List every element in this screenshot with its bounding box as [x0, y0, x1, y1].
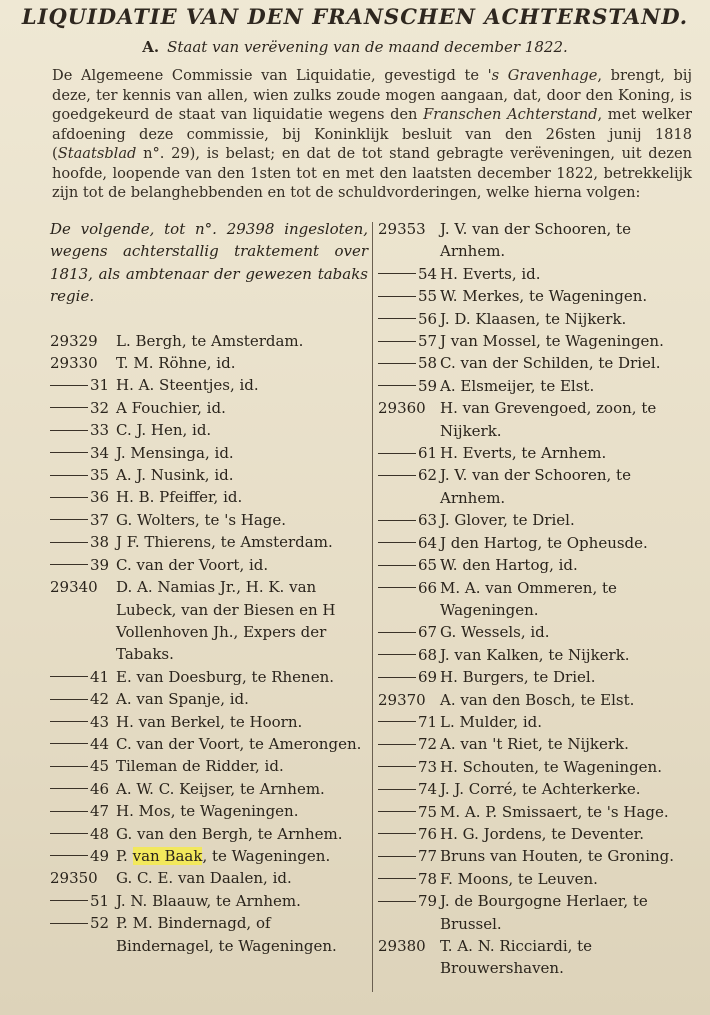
- entry-number-text: 29360: [378, 399, 426, 418]
- entry-number-text: 57: [418, 332, 438, 351]
- ditto-dash: [378, 318, 416, 319]
- entry-number-text: 44: [90, 734, 110, 753]
- entry-number: [378, 711, 440, 733]
- list-item: [50, 890, 368, 912]
- entry-name: J den Hartog, te Opheusde.: [440, 533, 648, 552]
- ditto-dash: [378, 273, 416, 274]
- ditto-dash: [50, 811, 88, 812]
- entry-number-text: 67: [418, 623, 438, 642]
- ditto-dash: [378, 363, 416, 364]
- ditto-dash: [50, 743, 88, 744]
- intro-segment: , brengt, bij deze, ter kennis van allen, wien zulks zoude mogen aangaan, dat, door den Koning, is goedgekeurd de staat van liquidatie wegens den: [52, 67, 692, 123]
- entry-name: H. Burgers, te Driel.: [440, 668, 596, 687]
- entry-number-text: 54: [418, 264, 438, 283]
- entry-number-text: 77: [418, 847, 438, 866]
- entry-name: A. van Spanje, id.: [116, 690, 249, 709]
- ditto-dash: [378, 565, 416, 566]
- entry-name: W. den Hartog, id.: [440, 556, 578, 575]
- entry-name: J. J. Corré, te Achterkerke.: [440, 780, 641, 799]
- entry-name: A Fouchier, id.: [116, 398, 226, 417]
- entry-number-text: 29380: [378, 937, 426, 955]
- entry-number-text: 49: [90, 846, 110, 865]
- entry-number-text: 55: [418, 287, 438, 306]
- ditto-dash: [378, 833, 416, 834]
- entry-number: [50, 755, 116, 777]
- intro-segment: Staatsblad: [57, 145, 137, 162]
- entry-number: [378, 352, 440, 374]
- list-item: [50, 778, 368, 800]
- entry-number: [50, 666, 116, 688]
- list-item: [378, 554, 690, 576]
- entry-name: C. van der Voort, id.: [116, 555, 269, 574]
- list-item: [50, 845, 368, 867]
- ditto-dash: [378, 677, 416, 678]
- entry-name: Tileman de Ridder, id.: [116, 757, 284, 776]
- column-divider: [372, 222, 373, 992]
- entry-number: [50, 352, 116, 374]
- entry-number: [378, 666, 440, 688]
- entry-number: [378, 689, 440, 711]
- entry-name: J. N. Blaauw, te Arnhem.: [116, 891, 301, 910]
- entry-number-text: 29370: [378, 690, 426, 709]
- entry-number-text: 29353: [378, 220, 426, 238]
- list-item: [378, 935, 690, 980]
- list-item: [378, 778, 690, 800]
- entry-number: [378, 756, 440, 778]
- list-item: [378, 397, 690, 442]
- highlighted-name: van Baak: [132, 846, 203, 865]
- list-item: [50, 352, 368, 374]
- list-item: [50, 800, 368, 822]
- list-item: [378, 666, 690, 688]
- entry-number-text: 31: [90, 376, 110, 395]
- ditto-dash: [50, 385, 88, 386]
- entry-name: J. V. van der Schooren, te Arnhem.: [440, 466, 631, 507]
- subtitle-text: Staat van verëvening van de maand december 1822.: [167, 38, 568, 56]
- list-item: [50, 531, 368, 553]
- entry-number: [50, 330, 116, 352]
- entry-number: [378, 554, 440, 576]
- ditto-dash: [378, 632, 416, 633]
- entry-name: D. A. Namias Jr., H. K. van Lubeck, van der Biesen en H Vollenhoven Jh., Expers der Tabaks.: [116, 578, 336, 664]
- list-item: [378, 823, 690, 845]
- entry-name: J. van Kalken, te Nijkerk.: [440, 645, 630, 664]
- entry-name: H. Everts, id.: [440, 264, 541, 283]
- entry-number-text: 68: [418, 645, 438, 664]
- entry-number-text: 56: [418, 309, 438, 328]
- entry-name: M. A. P. Smissaert, te 's Hage.: [440, 802, 669, 821]
- entry-number-text: 41: [90, 667, 110, 686]
- entry-number: [378, 464, 440, 486]
- entry-name: T. M. Röhne, id.: [116, 354, 236, 373]
- entry-name: H. B. Pfeiffer, id.: [116, 488, 243, 507]
- entry-name: P. M. Bindernagd, of Bindernagel, te Wageningen.: [116, 914, 337, 955]
- entry-number: [50, 688, 116, 710]
- list-item: [378, 801, 690, 823]
- entry-number-text: 65: [418, 556, 438, 575]
- list-item: [50, 442, 368, 464]
- ditto-dash: [50, 452, 88, 453]
- entry-name: W. Merkes, te Wageningen.: [440, 287, 648, 306]
- entry-name-part: P.: [116, 846, 133, 865]
- list-item: [378, 532, 690, 554]
- list-item: [50, 330, 368, 352]
- list-item: [378, 263, 690, 285]
- entry-name: A. W. C. Keijser, te Arnhem.: [116, 779, 325, 798]
- entry-name: G. C. E. van Daalen, id.: [116, 869, 292, 888]
- ditto-dash: [378, 453, 416, 454]
- entry-number: [378, 845, 440, 867]
- list-item: [50, 397, 368, 419]
- entry-number: [50, 374, 116, 396]
- entry-number: [378, 644, 440, 666]
- ditto-dash: [50, 564, 88, 565]
- entry-number: [50, 442, 116, 464]
- entry-name: Bruns van Houten, te Groning.: [440, 847, 675, 866]
- entry-number: [378, 218, 440, 240]
- entry-name: J F. Thierens, te Amsterdam.: [116, 533, 333, 552]
- list-item: [50, 666, 368, 688]
- entry-number: [378, 375, 440, 397]
- subtitle-lead: A.: [142, 38, 160, 56]
- entry-name: F. Moons, te Leuven.: [440, 869, 598, 888]
- entry-name: T. A. N. Ricciardi, te Brouwershaven.: [440, 937, 593, 978]
- ditto-dash: [50, 497, 88, 498]
- entry-number: [50, 576, 116, 598]
- list-item: [378, 689, 690, 711]
- ditto-dash: [378, 542, 416, 543]
- ditto-dash: [50, 766, 88, 767]
- entry-name-part: , te Wageningen.: [202, 846, 331, 865]
- entry-number-text: 29350: [50, 869, 98, 888]
- entry-number: [378, 823, 440, 845]
- entry-name: H. Schouten, te Wageningen.: [440, 757, 662, 776]
- ditto-dash: [50, 519, 88, 520]
- list-item: [50, 554, 368, 576]
- entry-number: [378, 801, 440, 823]
- entry-number-text: 66: [418, 578, 438, 597]
- entry-number-text: 75: [418, 802, 438, 821]
- ditto-dash: [378, 587, 416, 588]
- entry-number: [378, 890, 440, 912]
- list-item: [378, 756, 690, 778]
- entry-number: [378, 509, 440, 531]
- entry-number-text: 36: [90, 488, 110, 507]
- left-column: [50, 218, 368, 957]
- entry-number: [50, 464, 116, 486]
- ditto-dash: [378, 385, 416, 386]
- list-item: [378, 845, 690, 867]
- ditto-dash: [50, 676, 88, 677]
- list-item: [378, 711, 690, 733]
- entry-number: [378, 442, 440, 464]
- ditto-dash: [378, 766, 416, 767]
- entry-name: J. D. Klaasen, te Nijkerk.: [440, 309, 627, 328]
- ditto-dash: [50, 855, 88, 856]
- list-item: [378, 285, 690, 307]
- entry-number-text: 64: [418, 533, 438, 552]
- entry-number: [50, 733, 116, 755]
- intro-segment: De Algemeene Commissie van Liquidatie, gevestigd te: [52, 67, 488, 84]
- entry-number-text: 39: [90, 555, 110, 574]
- ditto-dash: [50, 699, 88, 700]
- list-item: [50, 711, 368, 733]
- entry-number: [378, 733, 440, 755]
- ditto-dash: [50, 721, 88, 722]
- list-item: [50, 755, 368, 777]
- ditto-dash: [378, 341, 416, 342]
- list-item: [378, 464, 690, 509]
- entry-number: [378, 330, 440, 352]
- list-item: [50, 733, 368, 755]
- entry-name: A. J. Nusink, id.: [116, 466, 234, 485]
- list-item: [378, 621, 690, 643]
- entry-number: [50, 711, 116, 733]
- intro-segment: , met welker afdoening deze commissie, bij Koninklijk besluit van den 26sten junij 1818 (: [52, 106, 693, 162]
- entry-number-text: 62: [418, 466, 438, 485]
- entry-number-text: 47: [90, 802, 110, 821]
- entry-number-text: 71: [418, 712, 438, 731]
- left-entry-list: [50, 330, 368, 957]
- entry-number: [378, 397, 440, 419]
- list-item: [378, 890, 690, 935]
- entry-number-text: 29330: [50, 354, 98, 373]
- entry-number: [378, 621, 440, 643]
- list-item: [378, 218, 690, 263]
- ditto-dash: [50, 407, 88, 408]
- page-subtitle: [0, 38, 710, 56]
- entry-name: L. Mulder, id.: [440, 712, 543, 731]
- list-item: [50, 464, 368, 486]
- entry-name: A. van den Bosch, te Elst.: [440, 690, 635, 709]
- entry-name: [116, 845, 368, 867]
- list-item: [378, 442, 690, 464]
- right-entry-list: [378, 218, 690, 980]
- entry-name: H. G. Jordens, te Deventer.: [440, 824, 644, 843]
- entry-number: [378, 778, 440, 800]
- entry-name: J. V. van der Schooren, te Arnhem.: [440, 220, 631, 261]
- entry-number: [50, 890, 116, 912]
- entry-number: [378, 263, 440, 285]
- list-item: [50, 823, 368, 845]
- entry-number-text: 34: [90, 443, 110, 462]
- ditto-dash: [378, 296, 416, 297]
- entry-number: [378, 868, 440, 890]
- entry-number: [50, 800, 116, 822]
- entry-number-text: 46: [90, 779, 110, 798]
- entry-number: [50, 867, 116, 889]
- list-item: [50, 509, 368, 531]
- ditto-dash: [50, 833, 88, 834]
- entry-number: [50, 554, 116, 576]
- entry-number-text: 32: [90, 398, 110, 417]
- entry-number: [50, 531, 116, 553]
- list-item: [378, 733, 690, 755]
- entry-number-text: 58: [418, 354, 438, 373]
- entry-name: A. van 't Riet, te Nijkerk.: [440, 735, 629, 754]
- entry-number-text: 63: [418, 511, 438, 530]
- list-item: [378, 509, 690, 531]
- entry-number-text: 73: [418, 757, 438, 776]
- ditto-dash: [378, 901, 416, 902]
- right-column: [378, 218, 690, 980]
- entry-number-text: 78: [418, 869, 438, 888]
- list-item: [50, 688, 368, 710]
- ditto-dash: [378, 744, 416, 745]
- entry-name: H. Everts, te Arnhem.: [440, 444, 607, 463]
- entry-number-text: 43: [90, 712, 110, 731]
- list-item: [50, 419, 368, 441]
- entry-number-text: 48: [90, 824, 110, 843]
- entry-name: H. A. Steentjes, id.: [116, 376, 259, 395]
- entry-number: [50, 778, 116, 800]
- entry-name: C. van der Schilden, te Driel.: [440, 354, 661, 373]
- ditto-dash: [50, 923, 88, 924]
- entry-name: H. van Berkel, te Hoorn.: [116, 712, 303, 731]
- ditto-dash: [378, 789, 416, 790]
- entry-number: [378, 308, 440, 330]
- entry-number-text: 69: [418, 668, 438, 687]
- entry-number: [378, 285, 440, 307]
- ditto-dash: [50, 900, 88, 901]
- list-item: [50, 576, 368, 666]
- ditto-dash: [378, 811, 416, 812]
- entry-number: [378, 532, 440, 554]
- ditto-dash: [378, 721, 416, 722]
- list-item: [378, 308, 690, 330]
- entry-number-text: 42: [90, 690, 110, 709]
- entry-number-text: 79: [418, 892, 438, 911]
- entry-name: C. van der Voort, te Amerongen.: [116, 734, 362, 753]
- list-item: [50, 867, 368, 889]
- ditto-dash: [50, 788, 88, 789]
- list-item: [50, 374, 368, 396]
- ditto-dash: [378, 475, 416, 476]
- list-item: [378, 644, 690, 666]
- entry-number: [50, 419, 116, 441]
- entry-number-text: 59: [418, 376, 438, 395]
- entry-name: H. Mos, te Wageningen.: [116, 802, 299, 821]
- entry-number-text: 74: [418, 780, 438, 799]
- entry-number: [378, 935, 440, 957]
- entry-name: J van Mossel, te Wageningen.: [440, 332, 664, 351]
- entry-number: [50, 486, 116, 508]
- entry-number-text: 29340: [50, 578, 98, 597]
- entry-number-text: 61: [418, 444, 438, 463]
- entry-number-text: 29329: [50, 331, 98, 350]
- ditto-dash: [378, 856, 416, 857]
- ditto-dash: [378, 654, 416, 655]
- entry-number: [50, 823, 116, 845]
- entry-number: [378, 577, 440, 599]
- entry-name: E. van Doesburg, te Rhenen.: [116, 667, 335, 686]
- list-item: [378, 375, 690, 397]
- entry-name: M. A. van Ommeren, te Wageningen.: [440, 578, 617, 619]
- entry-name: C. J. Hen, id.: [116, 421, 212, 440]
- entry-name: G. Wessels, id.: [440, 623, 550, 642]
- entry-number: [50, 509, 116, 531]
- entry-name: J. Mensinga, id.: [116, 443, 234, 462]
- entry-number: [50, 912, 116, 934]
- ditto-dash: [50, 430, 88, 431]
- list-item: [378, 352, 690, 374]
- ditto-dash: [50, 475, 88, 476]
- ditto-dash: [378, 878, 416, 879]
- entry-number-text: 52: [90, 914, 110, 933]
- entry-number: [50, 845, 116, 867]
- ditto-dash: [50, 542, 88, 543]
- entry-number-text: 35: [90, 466, 110, 485]
- intro-paragraph: [52, 66, 692, 203]
- list-item: [50, 912, 368, 957]
- list-item: [50, 486, 368, 508]
- entry-number-text: 38: [90, 533, 110, 552]
- intro-segment: Franschen Achterstand: [423, 106, 598, 123]
- entry-name: G. van den Bergh, te Arnhem.: [116, 824, 343, 843]
- list-item: [378, 868, 690, 890]
- list-item: [378, 330, 690, 352]
- entry-number-text: 33: [90, 421, 110, 440]
- entry-name: L. Bergh, te Amsterdam.: [116, 331, 304, 350]
- entry-number-text: 51: [90, 891, 110, 910]
- list-item: [378, 577, 690, 622]
- left-column-heading: De volgende, tot n°. 29398 ingesloten, wegens achterstallig traktement over 1813, als ambtenaar der gewezen tabaks regie.: [50, 220, 368, 306]
- entry-name: H. van Grevengoed, zoon, te Nijkerk.: [440, 399, 657, 440]
- intro-segment: 's Gravenhage: [487, 67, 598, 84]
- entry-name: G. Wolters, te 's Hage.: [116, 510, 287, 529]
- entry-number-text: 72: [418, 735, 438, 754]
- page-title: LIQUIDATIE VAN DEN FRANSCHEN ACHTERSTAND.: [21, 4, 689, 29]
- entry-name: A. Elsmeijer, te Elst.: [440, 376, 595, 395]
- ditto-dash: [378, 520, 416, 521]
- entry-name: J. Glover, te Driel.: [440, 511, 575, 530]
- entry-number-text: 37: [90, 510, 110, 529]
- entry-name: J. de Bourgogne Herlaer, te Brussel.: [440, 892, 648, 933]
- intro-segment: n°. 29), is belast; en dat de tot stand gebragte verëveningen, uit dezen hoofde, loopende van den 1sten tot en met den laatsten december 1822, betrekkelijk zijn tot de belanghebbenden en tot de schuldvorderingen, welke hierna volgen:: [52, 145, 692, 201]
- entry-number-text: 45: [90, 757, 110, 776]
- entry-number-text: 76: [418, 824, 438, 843]
- entry-number: [50, 397, 116, 419]
